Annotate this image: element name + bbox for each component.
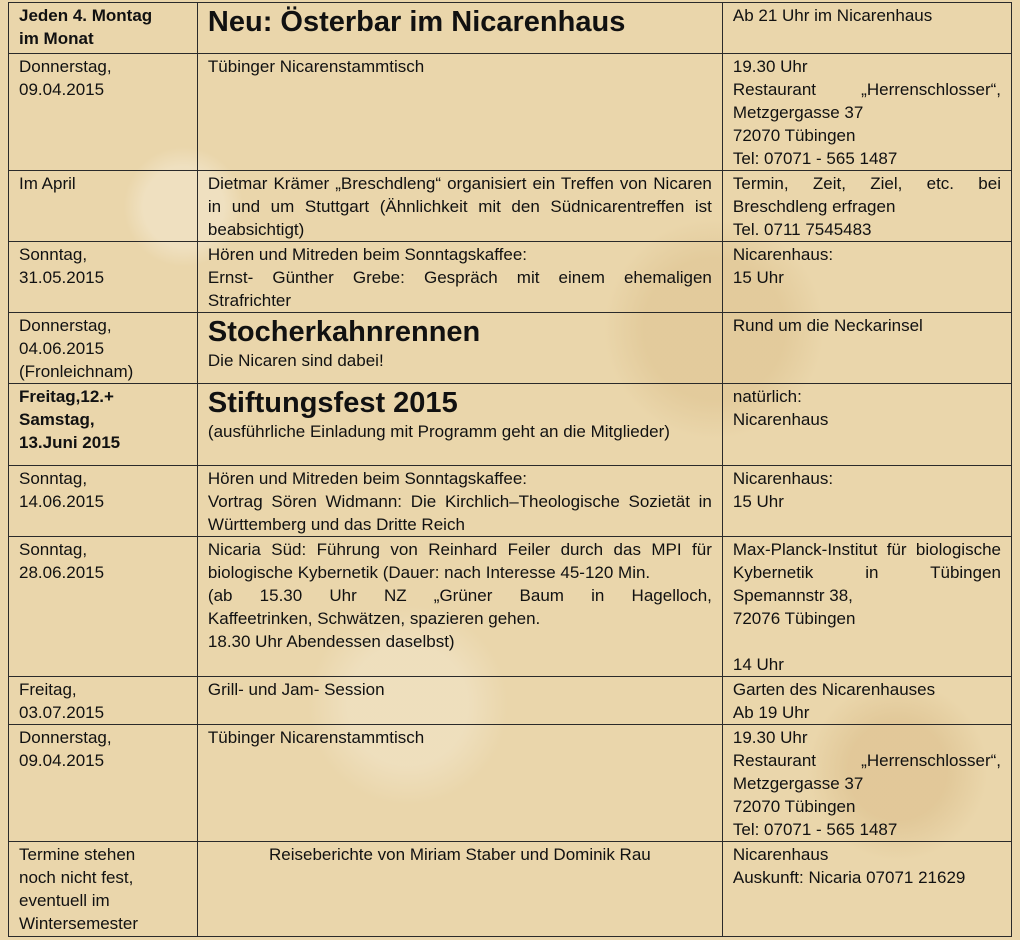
date-line: Wintersemester xyxy=(19,914,139,933)
place-line: Restaurant „Herrenschlosser“, xyxy=(732,80,1001,99)
place-cell xyxy=(722,677,1011,725)
event-text: (ausführliche Einladung mit Programm geht an die Mitglieder) xyxy=(207,422,670,441)
date-cell xyxy=(9,842,198,937)
event-text: (ab 15.30 Uhr NZ „Grüner Baum in Hagelloch, xyxy=(207,586,712,605)
place-cell xyxy=(722,384,1011,466)
event-text: Tübinger Nicarenstammtisch xyxy=(207,57,425,76)
spacer xyxy=(733,630,1001,653)
date-line: Donnerstag, xyxy=(19,316,112,335)
place-line: Ab 19 Uhr xyxy=(732,703,810,722)
date-line: eventuell im xyxy=(19,891,110,910)
date-line: Samstag, xyxy=(19,410,95,429)
event-cell xyxy=(197,3,722,54)
event-cell xyxy=(197,725,722,842)
place-line: 15 Uhr xyxy=(732,268,784,287)
place-line: 15 Uhr xyxy=(732,492,784,511)
date-cell xyxy=(9,725,198,842)
date-cell xyxy=(9,171,198,242)
event-headline: Stocherkahnrennen xyxy=(207,316,481,348)
place-line: Rund um die Neckarinsel xyxy=(732,316,923,335)
event-text: Kaffeetrinken, Schwätzen, spazieren gehen. xyxy=(207,609,541,628)
date-cell xyxy=(9,313,198,384)
place-line: Nicarenhaus xyxy=(732,410,829,429)
date-line: Donnerstag, xyxy=(19,57,112,76)
event-cell xyxy=(197,171,722,242)
place-line: 72076 Tübingen xyxy=(732,609,856,628)
event-text: Vortrag Sören Widmann: Die Kirchlich–Theologische Sozietät in Württemberg und das Dritte Reich xyxy=(207,492,712,534)
event-cell xyxy=(197,537,722,677)
date-cell xyxy=(9,54,198,171)
date-line: Sonntag, xyxy=(19,469,88,488)
event-cell xyxy=(197,54,722,171)
place-line: 14 Uhr xyxy=(732,655,784,674)
date-line: 09.04.2015 xyxy=(19,751,105,770)
place-line: Nicarenhaus: xyxy=(732,245,834,264)
table-row xyxy=(9,54,1012,171)
event-text: Grill- und Jam- Session xyxy=(207,680,385,699)
table-row xyxy=(9,677,1012,725)
place-line: 72070 Tübingen xyxy=(732,126,856,145)
date-cell xyxy=(9,677,198,725)
place-cell xyxy=(722,171,1011,242)
place-line: Restaurant „Herrenschlosser“, xyxy=(732,751,1001,770)
date-line: 31.05.2015 xyxy=(19,268,105,287)
event-text: Nicaria Süd: Führung von Reinhard Feiler durch das MPI für biologische Kybernetik (Dauer: nach Interesse 45-120 Min. xyxy=(207,540,712,582)
place-cell xyxy=(722,3,1011,54)
event-text: Tübinger Nicarenstammtisch xyxy=(207,728,425,747)
event-text: Die Nicaren sind dabei! xyxy=(207,351,384,370)
event-cell xyxy=(197,242,722,313)
table-row xyxy=(9,384,1012,466)
date-line: Freitag, xyxy=(19,680,77,699)
event-cell xyxy=(197,842,722,937)
table-row xyxy=(9,242,1012,313)
place-line: Nicarenhaus: xyxy=(732,469,834,488)
event-headline: Neu: Österbar im Nicarenhaus xyxy=(207,6,626,38)
event-cell xyxy=(197,313,722,384)
date-cell xyxy=(9,242,198,313)
place-line: 72070 Tübingen xyxy=(732,797,856,816)
event-cell xyxy=(197,384,722,466)
date-line: (Fronleichnam) xyxy=(19,362,134,381)
date-line: im Monat xyxy=(19,29,94,48)
place-line: Metzgergasse 37 xyxy=(732,103,864,122)
place-cell xyxy=(722,537,1011,677)
date-line: 28.06.2015 xyxy=(19,563,105,582)
event-text: Dietmar Krämer „Breschdleng“ organisiert ein Treffen von Nicaren in und um Stuttgart (Ähnlichkeit mit den Südnicarentreffen ist beabsichtigt) xyxy=(207,174,712,239)
table-row xyxy=(9,466,1012,537)
place-cell xyxy=(722,842,1011,937)
place-cell xyxy=(722,313,1011,384)
place-line: Max-Planck-Institut für biologische Kybernetik in Tübingen Spemannstr 38, xyxy=(732,540,1001,605)
date-line: Freitag,12.+ xyxy=(19,387,114,406)
event-cell xyxy=(197,466,722,537)
event-cell xyxy=(197,677,722,725)
table-row xyxy=(9,537,1012,677)
place-line: Tel. 0711 7545483 xyxy=(732,220,872,239)
table-row xyxy=(9,313,1012,384)
event-text: 18.30 Uhr Abendessen daselbst) xyxy=(207,632,455,651)
place-cell xyxy=(722,725,1011,842)
date-line: Sonntag, xyxy=(19,540,88,559)
events-table xyxy=(8,2,1012,937)
table-row xyxy=(9,3,1012,54)
date-line: Jeden 4. Montag xyxy=(19,6,153,25)
date-line: 03.07.2015 xyxy=(19,703,105,722)
date-line: Sonntag, xyxy=(19,245,88,264)
date-cell xyxy=(9,466,198,537)
event-text: Hören und Mitreden beim Sonntagskaffee: xyxy=(207,245,528,264)
place-cell xyxy=(722,466,1011,537)
date-line: 09.04.2015 xyxy=(19,80,105,99)
table-row xyxy=(9,725,1012,842)
place-line: Metzgergasse 37 xyxy=(732,774,864,793)
place-line: Garten des Nicarenhauses xyxy=(732,680,936,699)
place-line: Nicarenhaus xyxy=(732,845,829,864)
event-text: Hören und Mitreden beim Sonntagskaffee: xyxy=(207,469,528,488)
date-line: Termine stehen xyxy=(19,845,136,864)
date-line: 13.Juni 2015 xyxy=(19,433,121,452)
date-cell xyxy=(9,3,198,54)
date-cell xyxy=(9,384,198,466)
table-row xyxy=(9,842,1012,937)
place-cell xyxy=(722,54,1011,171)
table-row xyxy=(9,171,1012,242)
place-line: 19.30 Uhr xyxy=(732,728,808,747)
place-line: natürlich: xyxy=(732,387,802,406)
place-line: Tel: 07071 - 565 1487 xyxy=(732,149,898,168)
date-line: Im April xyxy=(19,174,76,193)
date-line: noch nicht fest, xyxy=(19,868,134,887)
place-line: Ab 21 Uhr im Nicarenhaus xyxy=(732,6,933,25)
place-line: 19.30 Uhr xyxy=(732,57,808,76)
date-line: 04.06.2015 xyxy=(19,339,105,358)
place-cell xyxy=(722,242,1011,313)
date-line: Donnerstag, xyxy=(19,728,112,747)
date-cell xyxy=(9,537,198,677)
event-headline: Stiftungsfest 2015 xyxy=(207,387,458,419)
event-text: Reiseberichte von Miriam Staber und Dominik Rau xyxy=(269,845,651,864)
place-line: Auskunft: Nicaria 07071 21629 xyxy=(732,868,966,887)
place-line: Tel: 07071 - 565 1487 xyxy=(732,820,898,839)
event-text: Ernst- Günther Grebe: Gespräch mit einem ehemaligen Strafrichter xyxy=(207,268,712,310)
place-line: Termin, Zeit, Ziel, etc. bei Breschdleng erfragen xyxy=(732,174,1001,216)
date-line: 14.06.2015 xyxy=(19,492,105,511)
